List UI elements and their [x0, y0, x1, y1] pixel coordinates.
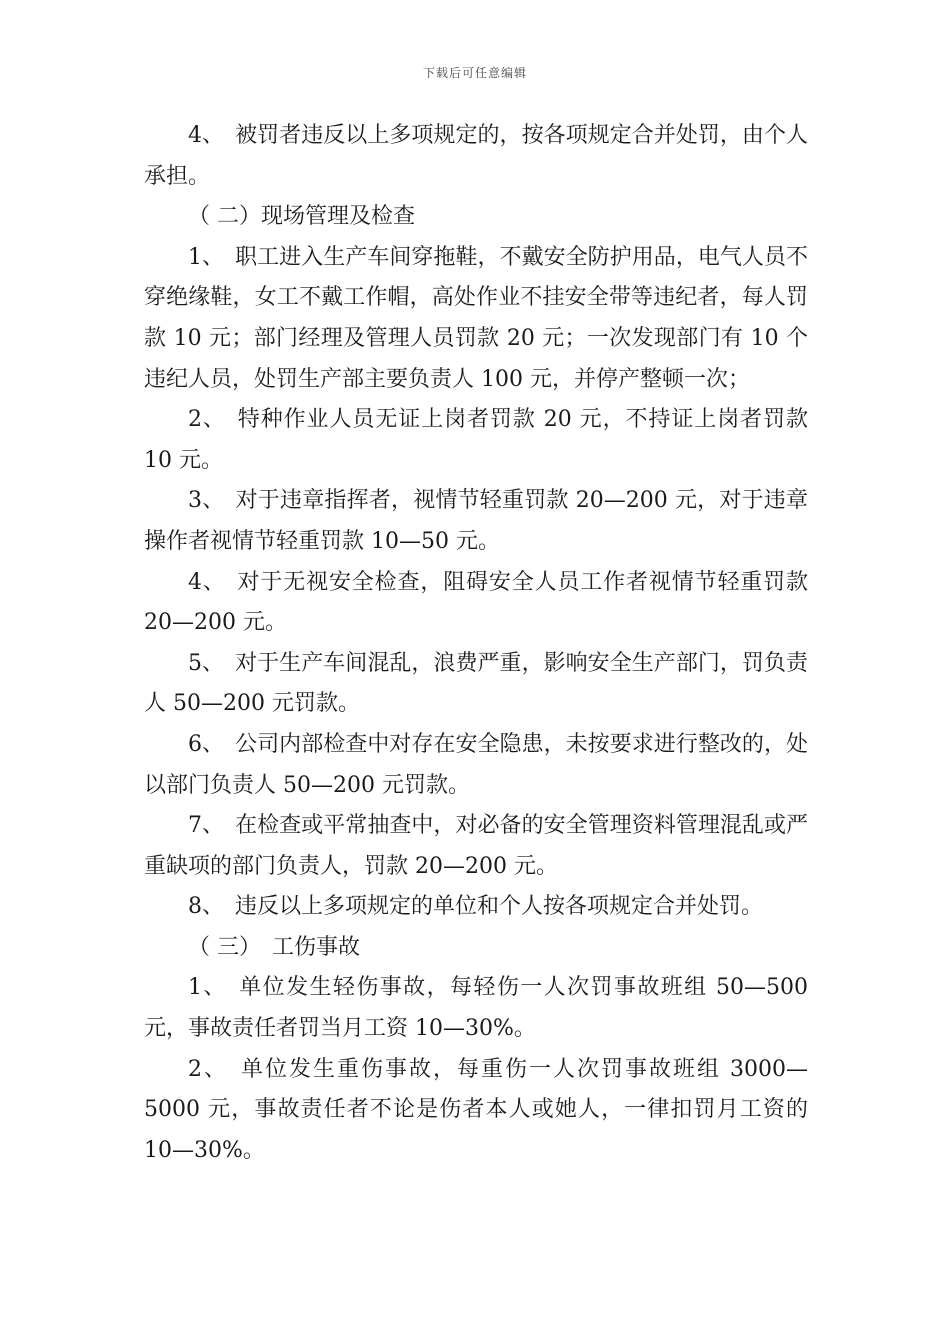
document-body	[144, 116, 808, 1171]
paragraph-item-4-penalty-merge: 4、 被罚者违反以上多项规定的，按各项规定合并处罚，由个人承担。	[144, 123, 808, 189]
paragraph-injury-item-2: 2、 单位发生重伤事故，每重伤一人次罚事故班组 3000—5000 元，事故责任者不论是伤者本人或她人，一律扣罚月工资的 10—30%。	[144, 1056, 808, 1163]
section-heading-site-management: （ 二）现场管理及检查	[188, 204, 415, 230]
paragraph-site-item-8: 8、 违反以上多项规定的单位和个人按各项规定合并处罚。	[188, 894, 763, 920]
paragraph-site-item-1: 1、 职工进入生产车间穿拖鞋，不戴安全防护用品，电气人员不穿绝缘鞋，女工不戴工作帽，高处作业不挂安全带等违纪者，每人罚款 10 元；部门经理及管理人员罚款 20 元；一次发现部门有 10 个违纪人员，处罚生产部主要负责人 100 元，并停产整顿一次；	[144, 244, 808, 392]
paragraph-site-item-4: 4、 对于无视安全检查，阻碍安全人员工作者视情节轻重罚款 20—200 元。	[144, 569, 808, 636]
paragraph-site-item-2: 2、 特种作业人员无证上岗者罚款 20 元，不持证上岗者罚款 10 元。	[144, 407, 808, 473]
paragraph-site-item-3: 3、 对于违章指挥者，视情节轻重罚款 20—200 元，对于违章操作者视情节轻重罚款 10—50 元。	[144, 488, 808, 554]
paragraph-injury-item-1: 1、 单位发生轻伤事故，每轻伤一人次罚事故班组 50—500 元，事故责任者罚当月工资 10—30%。	[144, 975, 808, 1042]
page-header-note: 下载后可任意编辑	[422, 66, 527, 80]
paragraph-site-item-7: 7、 在检查或平常抽查中，对必备的安全管理资料管理混乱或严重缺项的部门负责人，罚款 20—200 元。	[144, 813, 808, 879]
section-heading-work-injury: （ 三） 工伤事故	[188, 934, 360, 960]
paragraph-site-item-5: 5、 对于生产车间混乱，浪费严重，影响安全生产部门，罚负责人 50—200 元罚款。	[144, 650, 808, 717]
paragraph-site-item-6: 6、 公司内部检查中对存在安全隐患，未按要求进行整改的，处以部门负责人 50—200 元罚款。	[144, 731, 808, 798]
